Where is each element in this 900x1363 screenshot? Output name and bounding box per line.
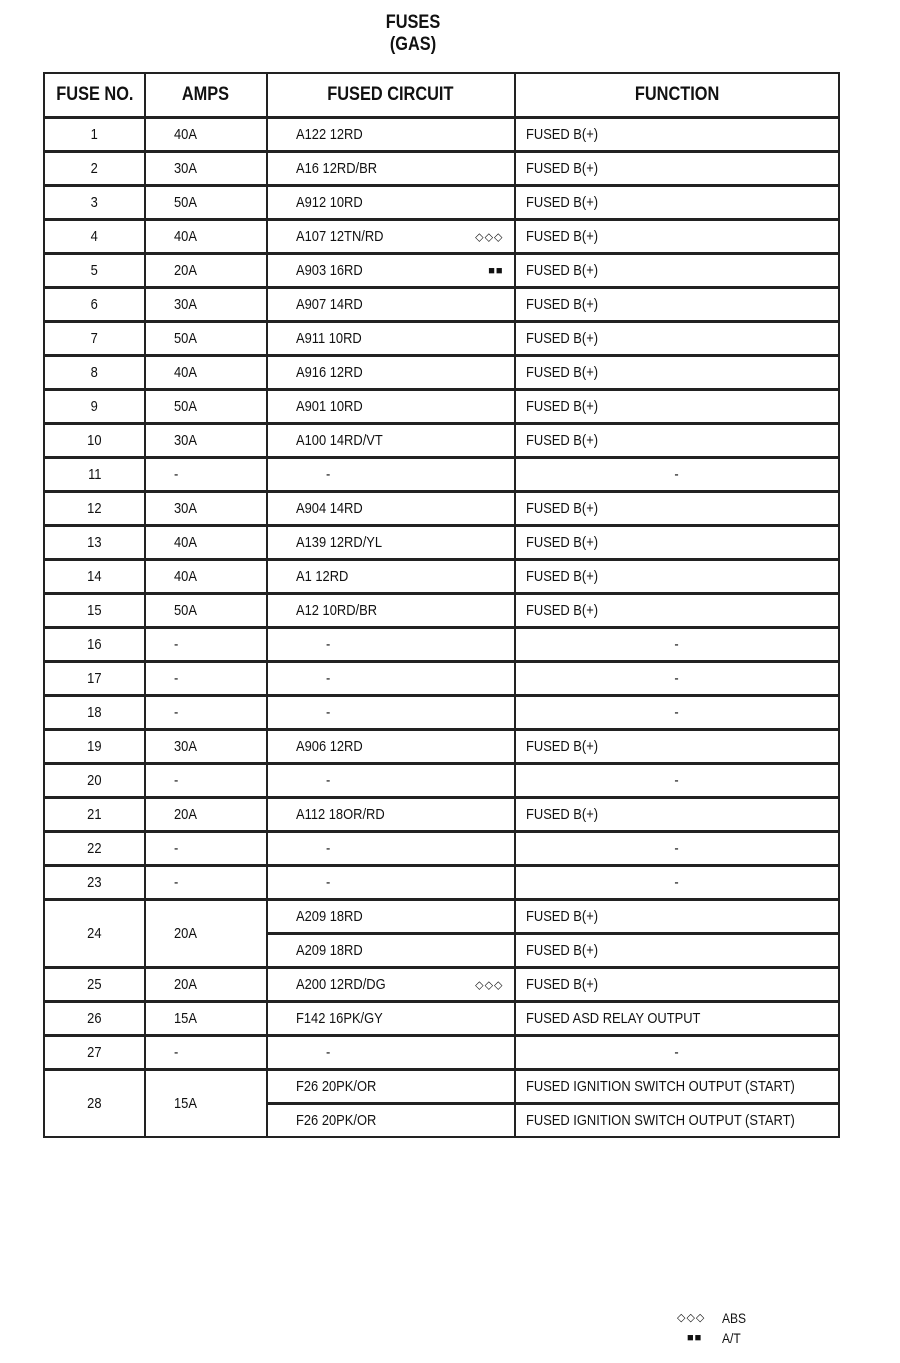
table-row: [44, 220, 839, 254]
fuse-no-cell: 22: [44, 832, 145, 866]
legend-label-abs: ABS: [722, 1310, 747, 1326]
amps-cell: -: [145, 866, 267, 900]
legend-item-at: [677, 1328, 750, 1348]
amps-cell: 40A: [145, 356, 267, 390]
fuse-no-cell: 20: [44, 764, 145, 798]
fuse-no-cell: 18: [44, 696, 145, 730]
amps-cell: 15A: [145, 1002, 267, 1036]
fuse-no-cell: 5: [44, 254, 145, 288]
fuse-no-cell: 11: [44, 458, 145, 492]
amps-cell: -: [145, 832, 267, 866]
fuse-no-cell: 13: [44, 526, 145, 560]
function-cell: -: [515, 1036, 840, 1070]
table-row: [44, 492, 839, 526]
amps-cell: 30A: [145, 288, 267, 322]
circuit-cell: A912 10RD: [267, 186, 515, 220]
circuit-cell: A200 12RD/DG ◇◇◇: [267, 968, 515, 1002]
function-cell: FUSED B(+): [515, 594, 840, 628]
amps-cell: 30A: [145, 730, 267, 764]
circuit-cell: A139 12RD/YL: [267, 526, 515, 560]
amps-cell: -: [145, 764, 267, 798]
amps-cell: 30A: [145, 152, 267, 186]
function-cell: -: [515, 662, 840, 696]
circuit-cell: A1 12RD: [267, 560, 515, 594]
fuse-no-cell: 27: [44, 1036, 145, 1070]
fuse-no-cell: 3: [44, 186, 145, 220]
table-row: [44, 662, 839, 696]
function-cell: FUSED B(+): [515, 118, 840, 152]
function-cell: FUSED B(+): [515, 186, 840, 220]
table-row: [44, 118, 839, 152]
amps-cell: 20A: [145, 968, 267, 1002]
fuse-no-cell: 23: [44, 866, 145, 900]
amps-cell: 20A: [145, 798, 267, 832]
circuit-cell: A916 12RD: [267, 356, 515, 390]
amps-cell: -: [145, 696, 267, 730]
function-cell: FUSED B(+): [515, 934, 840, 968]
function-cell: -: [515, 832, 840, 866]
amps-cell: 15A: [145, 1070, 267, 1138]
amps-cell: 20A: [145, 900, 267, 968]
circuit-cell: A100 14RD/VT: [267, 424, 515, 458]
table-row: [44, 594, 839, 628]
table-row: [44, 390, 839, 424]
table-row: [44, 696, 839, 730]
circuit-cell: A16 12RD/BR: [267, 152, 515, 186]
function-cell: FUSED B(+): [515, 390, 840, 424]
function-cell: FUSED B(+): [515, 526, 840, 560]
function-cell: FUSED ASD RELAY OUTPUT: [515, 1002, 840, 1036]
circuit-cell: -: [267, 1036, 515, 1070]
header-amps: AMPS: [145, 73, 267, 118]
function-cell: FUSED B(+): [515, 254, 840, 288]
function-cell: FUSED B(+): [515, 288, 840, 322]
fuse-no-cell: 24: [44, 900, 145, 968]
circuit-cell: A903 16RD ■■: [267, 254, 515, 288]
legend-item-abs: [677, 1308, 750, 1328]
table-row: [44, 560, 839, 594]
circuit-cell: -: [267, 866, 515, 900]
function-cell: FUSED B(+): [515, 424, 840, 458]
circuit-cell: A911 10RD: [267, 322, 515, 356]
function-cell: -: [515, 764, 840, 798]
table-row: [44, 526, 839, 560]
amps-cell: -: [145, 628, 267, 662]
table-row: [44, 254, 839, 288]
header-fused-circuit: FUSED CIRCUIT: [267, 73, 515, 118]
function-cell: FUSED IGNITION SWITCH OUTPUT (START): [515, 1104, 840, 1138]
fuse-no-cell: 9: [44, 390, 145, 424]
fuse-no-cell: 6: [44, 288, 145, 322]
function-cell: FUSED B(+): [515, 730, 840, 764]
circuit-cell: A112 18OR/RD: [267, 798, 515, 832]
function-cell: FUSED B(+): [515, 900, 840, 934]
circuit-cell: -: [267, 764, 515, 798]
legend: [677, 1308, 750, 1348]
circuit-cell: A904 14RD: [267, 492, 515, 526]
function-cell: FUSED B(+): [515, 356, 840, 390]
fuse-no-cell: 10: [44, 424, 145, 458]
circuit-cell: A907 14RD: [267, 288, 515, 322]
table-row: [44, 288, 839, 322]
table-row: [44, 900, 839, 934]
circuit-cell: A209 18RD: [267, 934, 515, 968]
fuse-no-cell: 8: [44, 356, 145, 390]
fuse-no-cell: 28: [44, 1070, 145, 1138]
fuse-no-cell: 17: [44, 662, 145, 696]
table-header-row: [44, 73, 839, 118]
amps-cell: 50A: [145, 322, 267, 356]
circuit-cell: A107 12TN/RD ◇◇◇: [267, 220, 515, 254]
function-cell: FUSED B(+): [515, 968, 840, 1002]
amps-cell: -: [145, 662, 267, 696]
table-row: [44, 322, 839, 356]
fuse-no-cell: 15: [44, 594, 145, 628]
fuse-no-cell: 4: [44, 220, 145, 254]
table-row: [44, 186, 839, 220]
fuse-no-cell: 14: [44, 560, 145, 594]
fuse-no-cell: 25: [44, 968, 145, 1002]
amps-cell: 50A: [145, 594, 267, 628]
fuse-no-cell: 2: [44, 152, 145, 186]
table-row: [44, 1070, 839, 1104]
title-line-2: (GAS): [389, 34, 437, 55]
header-fuse-no: FUSE NO.: [44, 73, 145, 118]
amps-cell: 30A: [145, 492, 267, 526]
circuit-cell: A906 12RD: [267, 730, 515, 764]
abs-marker-icon: ◇◇◇: [677, 1312, 706, 1324]
function-cell: FUSED B(+): [515, 152, 840, 186]
amps-cell: 50A: [145, 390, 267, 424]
table-row: [44, 424, 839, 458]
table-row: [44, 730, 839, 764]
circuit-cell: -: [267, 696, 515, 730]
circuit-cell: A12 10RD/BR: [267, 594, 515, 628]
title-line-1: FUSES: [385, 12, 441, 33]
fuse-no-cell: 19: [44, 730, 145, 764]
circuit-cell: -: [267, 628, 515, 662]
fuse-no-cell: 1: [44, 118, 145, 152]
table-row: [44, 968, 839, 1002]
amps-cell: 50A: [145, 186, 267, 220]
page-title: [58, 12, 768, 56]
fuse-no-cell: 12: [44, 492, 145, 526]
amps-cell: -: [145, 1036, 267, 1070]
fuse-table: [43, 72, 840, 1138]
amps-cell: 40A: [145, 526, 267, 560]
circuit-cell: A122 12RD: [267, 118, 515, 152]
function-cell: FUSED B(+): [515, 322, 840, 356]
amps-cell: -: [145, 458, 267, 492]
circuit-cell: A209 18RD: [267, 900, 515, 934]
function-cell: -: [515, 628, 840, 662]
table-row: [44, 628, 839, 662]
function-cell: -: [515, 866, 840, 900]
amps-cell: 40A: [145, 560, 267, 594]
function-cell: FUSED B(+): [515, 560, 840, 594]
circuit-cell: F142 16PK/GY: [267, 1002, 515, 1036]
abs-marker-icon: ◇◇◇: [475, 231, 504, 243]
table-row: [44, 832, 839, 866]
abs-marker-icon: ◇◇◇: [475, 979, 504, 991]
table-row: [44, 356, 839, 390]
amps-cell: 40A: [145, 220, 267, 254]
table-row: [44, 458, 839, 492]
circuit-cell: F26 20PK/OR: [267, 1070, 515, 1104]
circuit-cell: -: [267, 832, 515, 866]
table-row: [44, 798, 839, 832]
amps-cell: 20A: [145, 254, 267, 288]
header-function: FUNCTION: [515, 73, 840, 118]
table-row: [44, 764, 839, 798]
function-cell: -: [515, 696, 840, 730]
function-cell: -: [515, 458, 840, 492]
at-marker-icon: ■■: [488, 264, 504, 277]
fuse-no-cell: 26: [44, 1002, 145, 1036]
circuit-cell: -: [267, 458, 515, 492]
circuit-cell: -: [267, 662, 515, 696]
function-cell: FUSED B(+): [515, 798, 840, 832]
legend-label-at: A/T: [722, 1330, 741, 1346]
table-row: [44, 866, 839, 900]
function-cell: FUSED B(+): [515, 220, 840, 254]
amps-cell: 30A: [145, 424, 267, 458]
function-cell: FUSED IGNITION SWITCH OUTPUT (START): [515, 1070, 840, 1104]
at-marker-icon: ■■: [687, 1332, 703, 1344]
table-row: [44, 1002, 839, 1036]
fuse-no-cell: 21: [44, 798, 145, 832]
circuit-cell: A901 10RD: [267, 390, 515, 424]
fuse-no-cell: 16: [44, 628, 145, 662]
amps-cell: 40A: [145, 118, 267, 152]
circuit-cell: F26 20PK/OR: [267, 1104, 515, 1138]
table-row: [44, 1036, 839, 1070]
fuse-no-cell: 7: [44, 322, 145, 356]
table-row: [44, 152, 839, 186]
function-cell: FUSED B(+): [515, 492, 840, 526]
